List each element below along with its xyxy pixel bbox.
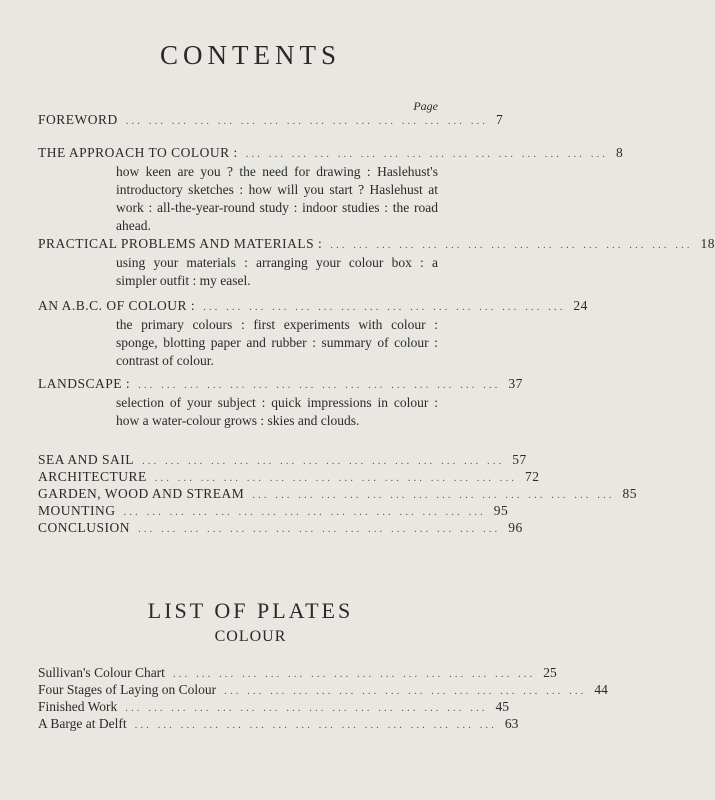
plate-entry-label: Four Stages of Laying on Colour	[38, 682, 217, 697]
dot-leader: ... ... ... ... ... ... ... ... ... ... ... ... ... ... ... ...	[154, 472, 517, 484]
toc-entry-page: 8	[616, 145, 624, 160]
toc-entry-label: AN A.B.C. OF COLOUR :	[38, 298, 196, 313]
page-column-heading: Page	[413, 99, 438, 113]
toc-entry-abc-of-colour	[38, 298, 588, 316]
toc-entry-label: CONCLUSION	[38, 520, 131, 535]
toc-entry-description: how keen are you ? the need for drawing : Haslehust's introductory sketches : how will you start ? Haslehust at work : all-the-year-round study : indoor studies : the road ahead.	[116, 164, 438, 233]
toc-entry-practical-problems	[38, 236, 715, 254]
toc-entry-label: ARCHITECTURE	[38, 469, 147, 484]
toc-entry-label: MOUNTING	[38, 503, 116, 518]
toc-entry-label: GARDEN, WOOD AND STREAM	[38, 486, 245, 501]
dot-leader: ... ... ... ... ... ... ... ... ... ... ... ... ... ... ... ...	[172, 668, 536, 680]
plate-entry-label: A Barge at Delft	[38, 716, 127, 731]
dot-leader: ... ... ... ... ... ... ... ... ... ... ... ... ... ... ... ...	[224, 685, 587, 697]
toc-entry-sea-and-sail	[38, 452, 527, 470]
plate-entry-page: 45	[495, 699, 510, 714]
toc-entry-label: PRACTICAL PROBLEMS AND MATERIALS :	[38, 236, 323, 251]
toc-entry-page: 72	[525, 469, 540, 484]
contents-title: CONTENTS	[160, 40, 341, 70]
toc-entry-label: LANDSCAPE :	[38, 376, 131, 391]
toc-entry-description: using your materials : arranging your colour box : a simpler outfit : my easel.	[116, 255, 438, 288]
plate-entry-label: Finished Work	[38, 699, 118, 714]
toc-entry-mounting	[38, 503, 509, 521]
plate-entry-page: 25	[543, 665, 557, 680]
dot-leader: ... ... ... ... ... ... ... ... ... ... ... ... ... ... ... ...	[134, 719, 497, 731]
plates-subtitle: COLOUR	[214, 628, 287, 645]
toc-entry-page: 37	[508, 376, 523, 391]
plate-entry	[38, 665, 557, 683]
toc-entry-page: 57	[512, 452, 527, 467]
toc-entry-description: selection of your subject : quick impressions in colour : how a water-colour grows : skies and clouds.	[116, 395, 438, 428]
toc-entry-landscape	[38, 376, 523, 394]
plate-entry	[38, 682, 608, 700]
toc-entry-conclusion	[38, 520, 523, 538]
plate-entry-label: Sullivan's Colour Chart	[38, 665, 165, 680]
plates-title: LIST OF PLATES	[147, 598, 354, 623]
toc-entry-page: 85	[622, 486, 638, 501]
toc-entry-approach-to-colour	[38, 145, 624, 163]
toc-entry-label: SEA AND SAIL	[38, 452, 135, 467]
toc-entry-garden-wood-stream	[38, 486, 638, 504]
dot-leader: ... ... ... ... ... ... ... ... ... ... ... ... ... ... ... ...	[123, 506, 486, 518]
toc-entry-page: 18	[700, 236, 715, 251]
toc-entry-description: the primary colours : first experiments with colour : sponge, blotting paper and rubber : summary of colour : contrast of colour.	[116, 317, 438, 368]
plate-entry-page: 63	[504, 716, 519, 731]
plate-entry	[38, 699, 510, 717]
dot-leader: ... ... ... ... ... ... ... ... ... ... ... ... ... ... ... ...	[125, 115, 489, 127]
plate-entry-page: 44	[594, 682, 608, 697]
toc-entry-page: 7	[496, 112, 504, 127]
plate-entry	[38, 716, 519, 734]
toc-entry-architecture	[38, 469, 540, 487]
toc-entry-page: 96	[508, 520, 523, 535]
toc-entry-label: THE APPROACH TO COLOUR :	[38, 145, 238, 160]
toc-entry-label: FOREWORD	[38, 112, 118, 127]
toc-entry-page: 95	[493, 503, 509, 518]
dot-leader: ... ... ... ... ... ... ... ... ... ... ... ... ... ... ... ...	[138, 523, 501, 535]
dot-leader: ... ... ... ... ... ... ... ... ... ... ... ... ... ... ... ...	[330, 239, 693, 251]
toc-entry-page: 24	[573, 298, 588, 313]
dot-leader: ... ... ... ... ... ... ... ... ... ... ... ... ... ... ... ...	[203, 301, 566, 313]
toc-entry-foreword	[38, 112, 504, 130]
dot-leader: ... ... ... ... ... ... ... ... ... ... ... ... ... ... ... ...	[252, 489, 615, 501]
dot-leader: ... ... ... ... ... ... ... ... ... ... ... ... ... ... ... ...	[245, 148, 609, 160]
dot-leader: ... ... ... ... ... ... ... ... ... ... ... ... ... ... ... ...	[142, 455, 505, 467]
dot-leader: ... ... ... ... ... ... ... ... ... ... ... ... ... ... ... ...	[138, 379, 501, 391]
dot-leader: ... ... ... ... ... ... ... ... ... ... ... ... ... ... ... ...	[125, 702, 488, 714]
